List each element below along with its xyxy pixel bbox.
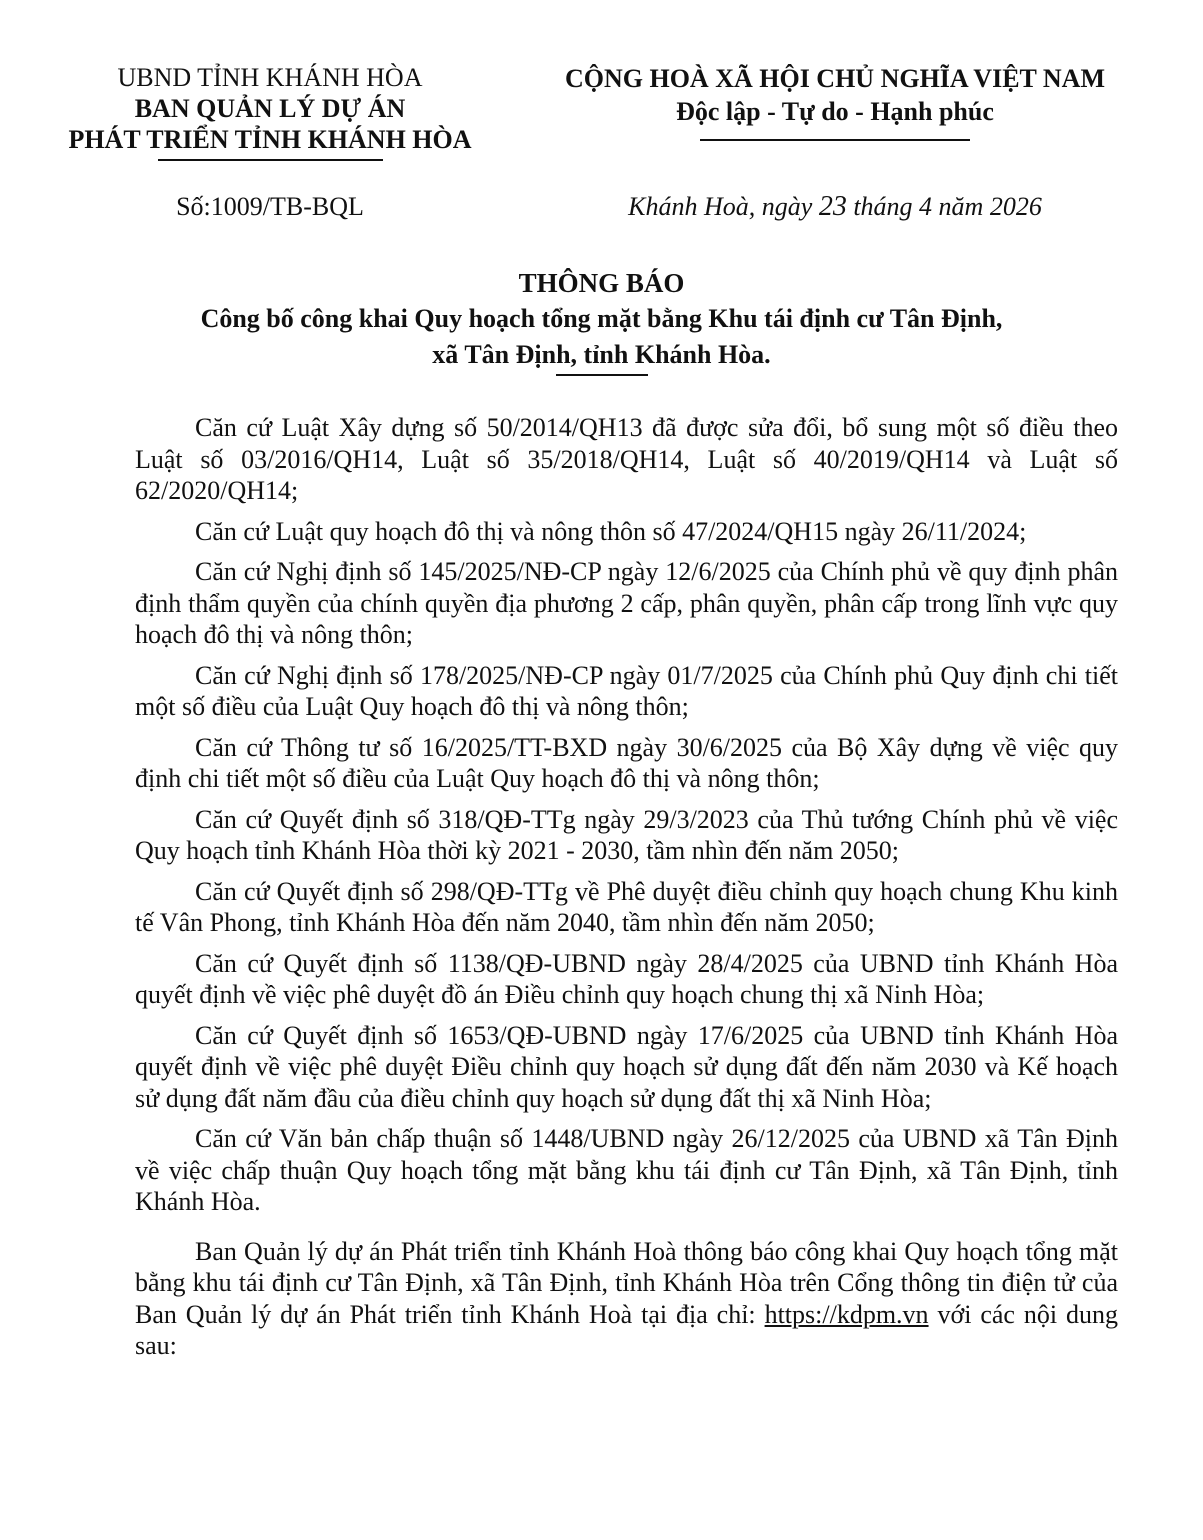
announcement-text: Ban Quản lý dự án Phát triển tỉnh Khánh Hoà thông báo công khai Quy hoạch tổng mặt bằng khu tái định cư Tân Định, xã Tân Định, tỉnh Khánh Hòa trên Cổng thông tin điện tử của Ban Quản lý dự án Phát triển tỉnh Khánh Hoà tại địa chỉ: bbox=[135, 1236, 1118, 1329]
motto-underline bbox=[700, 139, 970, 141]
document-title-block bbox=[120, 265, 1083, 376]
legal-basis-paragraph: Căn cứ Thông tư số 16/2025/TT-BXD ngày 30/6/2025 của Bộ Xây dựng về việc quy định chi tiết một số điều của Luật Quy hoạch đô thị và nông thôn; bbox=[135, 732, 1118, 793]
legal-basis-paragraph: Căn cứ Luật Xây dựng số 50/2014/QH13 đã được sửa đổi, bổ sung một số điều theo Luật số 03/2016/QH14, Luật số 35/2018/QH14, Luật số 40/2019/QH14 và Luật số 62/2020/QH14; bbox=[135, 413, 1118, 505]
issuing-agency-block bbox=[40, 62, 500, 161]
announcement-suffix: với các nội dung sau: bbox=[135, 1299, 1119, 1360]
legal-basis-paragraph: Căn cứ Nghị định số 178/2025/NĐ-CP ngày 01/7/2025 của Chính phủ Quy định chi tiết một số điều của Luật Quy hoạch đô thị và nông thôn; bbox=[135, 660, 1118, 721]
document-subject-line2: xã Tân Định, tỉnh Khánh Hòa. bbox=[432, 340, 771, 369]
agency-name-line2: PHÁT TRIỂN TỈNH KHÁNH HÒA bbox=[68, 125, 472, 154]
legal-basis-paragraph: Căn cứ Quyết định số 1138/QĐ-UBND ngày 28/4/2025 của UBND tỉnh Khánh Hòa quyết định về việc phê duyệt đồ án Điều chỉnh quy hoạch chung thị xã Ninh Hòa; bbox=[135, 948, 1118, 1009]
national-title: CỘNG HOÀ XÃ HỘI CHỦ NGHĨA VIỆT NAM bbox=[564, 64, 1106, 93]
legal-basis-paragraph: Căn cứ Nghị định số 145/2025/NĐ-CP ngày 12/6/2025 của Chính phủ về quy định phân định thẩm quyền của chính quyền địa phương 2 cấp, phân quyền, phân cấp trong lĩnh vực quy hoạch đô thị và nông thôn; bbox=[135, 557, 1118, 649]
date-suffix: tháng 4 năm 2026 bbox=[853, 192, 1042, 221]
document-type: THÔNG BÁO bbox=[518, 268, 685, 298]
national-motto: Độc lập - Tự do - Hạnh phúc bbox=[676, 97, 994, 126]
national-motto-block bbox=[525, 62, 1145, 141]
agency-name-line1: BAN QUẢN LÝ DỰ ÁN bbox=[134, 94, 406, 123]
legal-basis-paragraph: Căn cứ Quyết định số 318/QĐ-TTg ngày 29/3/2023 của Thủ tướng Chính phủ về việc Quy hoạch tỉnh Khánh Hòa thời kỳ 2021 - 2030, tầm nhìn đến năm 2050; bbox=[135, 804, 1118, 865]
agency-underline bbox=[158, 159, 383, 161]
legal-basis-paragraph: Căn cứ Quyết định số 1653/QĐ-UBND ngày 17/6/2025 của UBND tỉnh Khánh Hòa quyết định về việc phê duyệt Điều chỉnh quy hoạch sử dụng đất đến năm 2030 và Kế hoạch sử dụng đất năm đầu của điều chỉnh quy hoạch sử dụng đất thị xã Ninh Hòa; bbox=[135, 1020, 1118, 1113]
announcement-paragraph bbox=[135, 1236, 1118, 1362]
legal-basis-paragraph: Căn cứ Quyết định số 298/QĐ-TTg về Phê duyệt điều chỉnh quy hoạch chung Khu kinh tế Vân Phong, tỉnh Khánh Hòa đến năm 2040, tầm nhìn đến năm 2050; bbox=[135, 876, 1118, 937]
date-day: 23 bbox=[818, 191, 847, 222]
portal-link[interactable]: https://kdpm.vn bbox=[764, 1299, 929, 1329]
agency-parent: UBND TỈNH KHÁNH HÒA bbox=[117, 63, 423, 92]
title-underline bbox=[556, 374, 648, 376]
document-date bbox=[525, 192, 1145, 222]
document-body bbox=[135, 412, 1118, 1371]
date-prefix: Khánh Hoà, ngày bbox=[628, 192, 813, 221]
legal-basis-paragraph: Căn cứ Văn bản chấp thuận số 1448/UBND ngày 26/12/2025 của UBND xã Tân Định về việc chấp thuận Quy hoạch tổng mặt bằng khu tái định cư Tân Định, xã Tân Định, tỉnh Khánh Hòa. bbox=[135, 1124, 1118, 1216]
document-number: Số:1009/TB-BQL bbox=[176, 192, 364, 221]
document-subject-line1: Công bố công khai Quy hoạch tổng mặt bằng Khu tái định cư Tân Định, bbox=[200, 304, 1003, 333]
legal-basis-paragraph: Căn cứ Luật quy hoạch đô thị và nông thôn số 47/2024/QH15 ngày 26/11/2024; bbox=[195, 516, 1027, 546]
